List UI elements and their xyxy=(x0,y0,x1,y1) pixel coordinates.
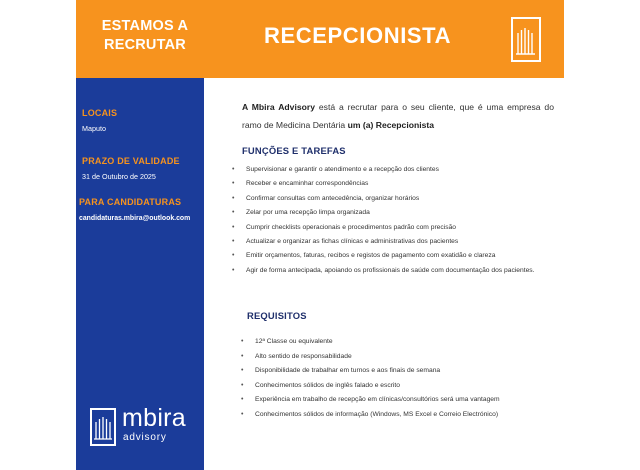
location-value: Maputo xyxy=(82,124,106,133)
list-item: • Receber e encaminhar correspondências xyxy=(230,177,550,191)
list-item: • Alto sentido de responsabilidade xyxy=(239,350,551,365)
intro-text: está a recrutar para o seu cliente, que é uma empresa do ramo de Medicina Dentária xyxy=(242,102,554,130)
list-item: • Cumprir checklists operacionais e procedimentos padrão com precisão xyxy=(230,221,550,235)
list-item: • Confirmar consultas com antecedência, organizar horários xyxy=(230,192,550,206)
list-item: • Experiência em trabalho de recepção em clínicas/consultórios será uma vantagem xyxy=(239,393,551,408)
deadline-value: 31 de Outubro de 2025 xyxy=(82,172,156,181)
tasks-list xyxy=(230,163,550,278)
hiring-heading xyxy=(88,17,202,55)
requirements-list xyxy=(239,335,551,422)
list-item: • Emitir orçamentos, faturas, recibos e registos de pagamento com exatidão e clareza xyxy=(230,249,550,263)
list-item: • Actualizar e organizar as fichas clínicas e administrativas dos pacientes xyxy=(230,235,550,249)
hiring-line-2: RECRUTAR xyxy=(104,37,186,53)
location-label: LOCAIS xyxy=(82,108,118,118)
list-item: • Agir de forma antecipada, apoiando os profissionais de saúde com documentação dos pacientes. xyxy=(230,264,550,278)
deadline-label: PRAZO DE VALIDADE xyxy=(82,156,180,166)
list-item: • 12ª Classe ou equivalente xyxy=(239,335,551,350)
applications-email[interactable]: candidaturas.mbira@outlook.com xyxy=(79,215,191,222)
hiring-line-1: ESTAMOS A xyxy=(101,18,189,34)
intro-company: A Mbira Advisory xyxy=(242,102,316,112)
intro-paragraph xyxy=(242,98,554,134)
mbira-logo-icon xyxy=(511,17,541,62)
applications-label: PARA CANDIDATURAS xyxy=(79,197,182,207)
list-item: • Disponibilidade de trabalhar em turnos e aos finais de semana xyxy=(239,364,551,379)
job-title: RECEPCIONISTA xyxy=(264,23,452,48)
requirements-heading: REQUISITOS xyxy=(247,310,307,321)
list-item: • Zelar por uma recepção limpa organizada xyxy=(230,206,550,220)
brand-subtitle: advisory xyxy=(123,432,167,443)
list-item: • Conhecimentos sólidos de inglês falado e escrito xyxy=(239,379,551,394)
brand-mark-icon xyxy=(90,408,116,446)
brand-name: mbira xyxy=(122,404,187,432)
intro-position: um (a) Recepcionista xyxy=(347,120,435,130)
list-item: • Conhecimentos sólidos de informação (Windows, MS Excel e Correio Electrónico) xyxy=(239,408,551,423)
list-item: • Supervisionar e garantir o atendimento e a recepção dos clientes xyxy=(230,163,550,177)
brand-logo xyxy=(90,404,200,446)
tasks-heading: FUNÇÕES E TAREFAS xyxy=(242,145,346,156)
